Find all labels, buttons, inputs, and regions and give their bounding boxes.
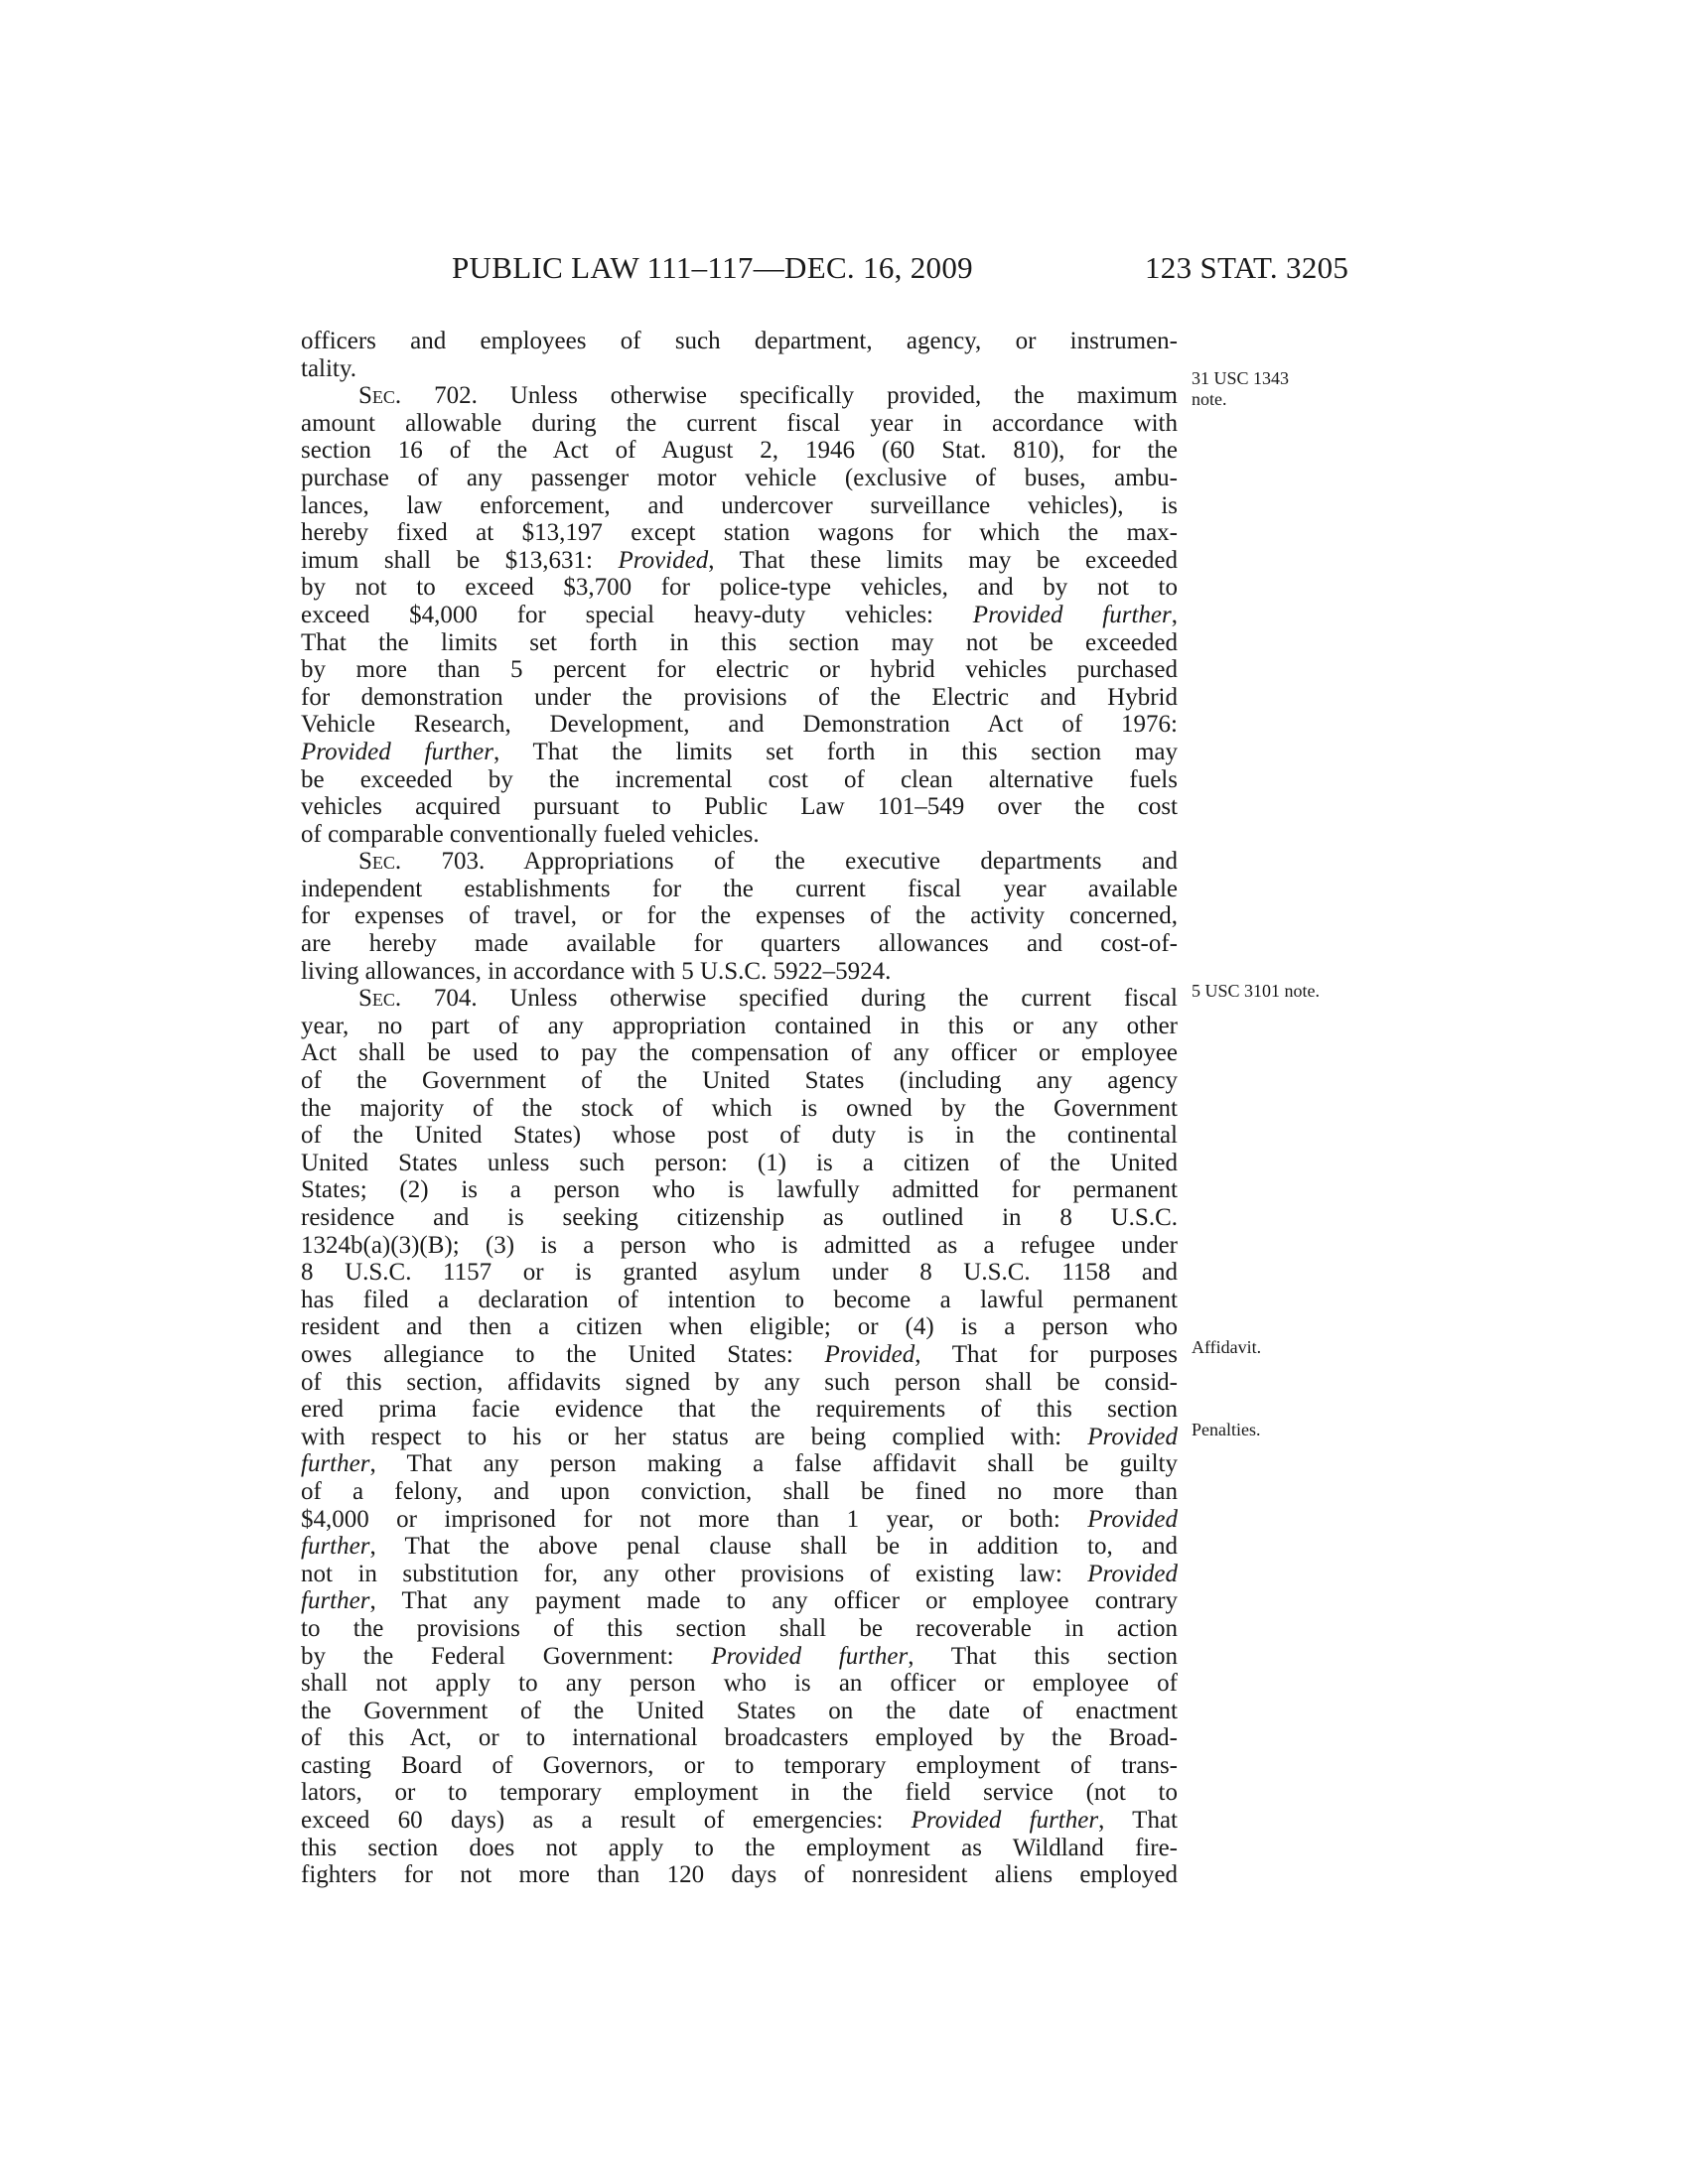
text-line [301,1341,1178,1369]
text-line [301,547,1178,575]
text-span: 704. Unless otherwise specified during the current fiscal [433,985,1178,1013]
text-span: 703. Appropriations of the executive departments and [441,848,1178,876]
text-span: , That the above penal clause shall be in addition to, and [369,1533,1178,1561]
text-span: imum shall be $13,631: [301,546,619,574]
proviso-italic: Provided further [911,1807,1099,1835]
proviso-italic: further [301,1587,370,1615]
text-line: casting Board of Governors, or to temporary employment of trans- [301,1751,1178,1779]
section-703-heading-line [301,848,1178,876]
sec-label: Sec. [358,848,402,876]
text-span: $4,000 or imprisoned for not more than 1 year, or both: [301,1505,1088,1533]
text-line: independent establishments for the current fiscal year available [301,875,1178,902]
text-line: resident and then a citizen when eligible; or (4) is a person who [301,1313,1178,1341]
text-span: , That any payment made to any officer or employee contrary [369,1587,1178,1615]
sec-label: Sec. [358,382,402,410]
text-line: shall not apply to any person who is an officer or employee of [301,1670,1178,1698]
text-span: , That any person making a false affidavit shall be guilty [369,1450,1178,1478]
text-line: tality. [301,354,357,382]
text-line: Vehicle Research, Development, and Demonstration Act of 1976: [301,711,1178,739]
proviso-italic: Provided [824,1340,915,1368]
text-span: , That the limits set forth in this section may [492,738,1178,765]
proviso-italic: Provided further [972,601,1172,628]
text-line: of a felony, and upon conviction, shall be fined no more than [301,1477,1178,1505]
text-line: 1324b(a)(3)(B); (3) is a person who is admitted as a refugee under [301,1231,1178,1259]
text-span: , That for purposes [914,1340,1178,1368]
running-header-title: PUBLIC LAW 111–117—DEC. 16, 2009 [452,250,973,285]
proviso-italic: Provided [618,546,709,574]
margin-note-affidavit: Affidavit. [1192,1337,1262,1357]
text-line: by not to exceed $3,700 for police-type vehicles, and by not to [301,574,1178,602]
text-span: owes allegiance to the United States: [301,1340,825,1368]
text-span: exceed $4,000 for special heavy-duty vehicles: [301,601,973,628]
text-span: , That these limits may be exceeded [708,546,1178,574]
text-line: hereby fixed at $13,197 except station wagons for which the max- [301,519,1178,547]
text-line: of the Government of the United States (including any agency [301,1067,1178,1095]
statute-body-text [301,328,1178,1889]
text-line: for demonstration under the provisions of the Electric and Hybrid [301,683,1178,711]
text-line [301,602,1178,629]
text-line: of the United States) whose post of duty is in the continental [301,1122,1178,1150]
text-line: be exceeded by the incremental cost of clean alternative fuels [301,765,1178,793]
text-span: , That this section [908,1642,1178,1670]
text-span: not in substitution for, any other provisions of existing law: [301,1560,1088,1587]
text-line [301,1807,1178,1835]
proviso-italic: further [301,1450,370,1478]
text-line: has filed a declaration of intention to become a lawful permanent [301,1286,1178,1313]
proviso-italic: Provided [1087,1423,1178,1450]
section-704-heading-line [301,985,1178,1013]
text-line: Act shall be used to pay the compensation of any officer or employee [301,1039,1178,1067]
text-span: exceed 60 days) as a result of emergencies: [301,1807,912,1835]
text-line: living allowances, in accordance with 5 U.S.C. 5922–5924. [301,957,892,985]
text-line: this section does not apply to the employment as Wildland fire- [301,1834,1178,1861]
text-line: amount allowable during the current fiscal year in accordance with [301,409,1178,437]
text-line: ered prima facie evidence that the requirements of this section [301,1396,1178,1424]
margin-note-31-usc-1343 [1192,368,1289,410]
text-line: to the provisions of this section shall be recoverable in action [301,1614,1178,1642]
proviso-italic: Provided further [301,738,493,765]
text-line: by more than 5 percent for electric or hybrid vehicles purchased [301,656,1178,684]
text-span: with respect to his or her status are being complied with: [301,1423,1088,1450]
text-line: residence and is seeking citizenship as outlined in 8 U.S.C. [301,1204,1178,1231]
proviso-italic: Provided [1087,1505,1178,1533]
text-line: section 16 of the Act of August 2, 1946 (60 Stat. 810), for the [301,437,1178,465]
text-line: year, no part of any appropriation contained in this or any other [301,1012,1178,1039]
section-702-heading-line [301,382,1178,410]
text-line [301,1506,1178,1534]
proviso-italic: Provided further [711,1642,909,1670]
text-line: vehicles acquired pursuant to Public Law 101–549 over the cost [301,793,1178,821]
margin-note-5-usc-3101: 5 USC 3101 note. [1192,981,1321,1001]
sec-label: Sec. [358,985,402,1013]
text-line: of comparable conventionally fueled vehicles. [301,820,760,848]
text-span: 702. Unless otherwise specifically provided, the maximum [434,382,1179,410]
text-line: the majority of the stock of which is owned by the Government [301,1094,1178,1122]
text-line: for expenses of travel, or for the expenses of the activity concerned, [301,902,1178,930]
margin-note-line: note. [1192,389,1227,409]
text-line: United States unless such person: (1) is a citizen of the United [301,1149,1178,1176]
text-line [301,1424,1178,1451]
text-line: fighters for not more than 120 days of nonresident aliens employed [301,1861,1178,1889]
text-span: , That [1098,1807,1178,1835]
proviso-italic: Provided [1087,1560,1178,1587]
text-line [301,1561,1178,1588]
margin-note-line: 31 USC 1343 [1192,368,1290,388]
text-line: officers and employees of such department, agency, or instrumen- [301,328,1178,354]
text-line: of this section, affidavits signed by any such person shall be consid- [301,1368,1178,1396]
text-line [301,1587,1178,1615]
text-line [301,739,1178,766]
proviso-italic: further [301,1533,370,1561]
running-header-page-number: 123 STAT. 3205 [1145,250,1349,285]
text-line: purchase of any passenger motor vehicle (exclusive of buses, ambu- [301,464,1178,491]
text-line: States; (2) is a person who is lawfully admitted for permanent [301,1176,1178,1204]
text-line [301,1643,1178,1671]
margin-note-penalties: Penalties. [1192,1420,1261,1439]
text-span: by the Federal Government: [301,1642,712,1670]
text-line: lances, law enforcement, and undercover surveillance vehicles), is [301,491,1178,519]
text-line: That the limits set forth in this section may not be exceeded [301,628,1178,656]
text-line: the Government of the United States on the date of enactment [301,1697,1178,1724]
text-line [301,1450,1178,1478]
text-line [301,1533,1178,1561]
text-line: are hereby made available for quarters allowances and cost-of- [301,930,1178,958]
text-line: of this Act, or to international broadcasters employed by the Broad- [301,1724,1178,1752]
text-line: 8 U.S.C. 1157 or is granted asylum under 8 U.S.C. 1158 and [301,1259,1178,1287]
text-span: , [1171,601,1178,628]
text-line: lators, or to temporary employment in the field service (not to [301,1779,1178,1807]
